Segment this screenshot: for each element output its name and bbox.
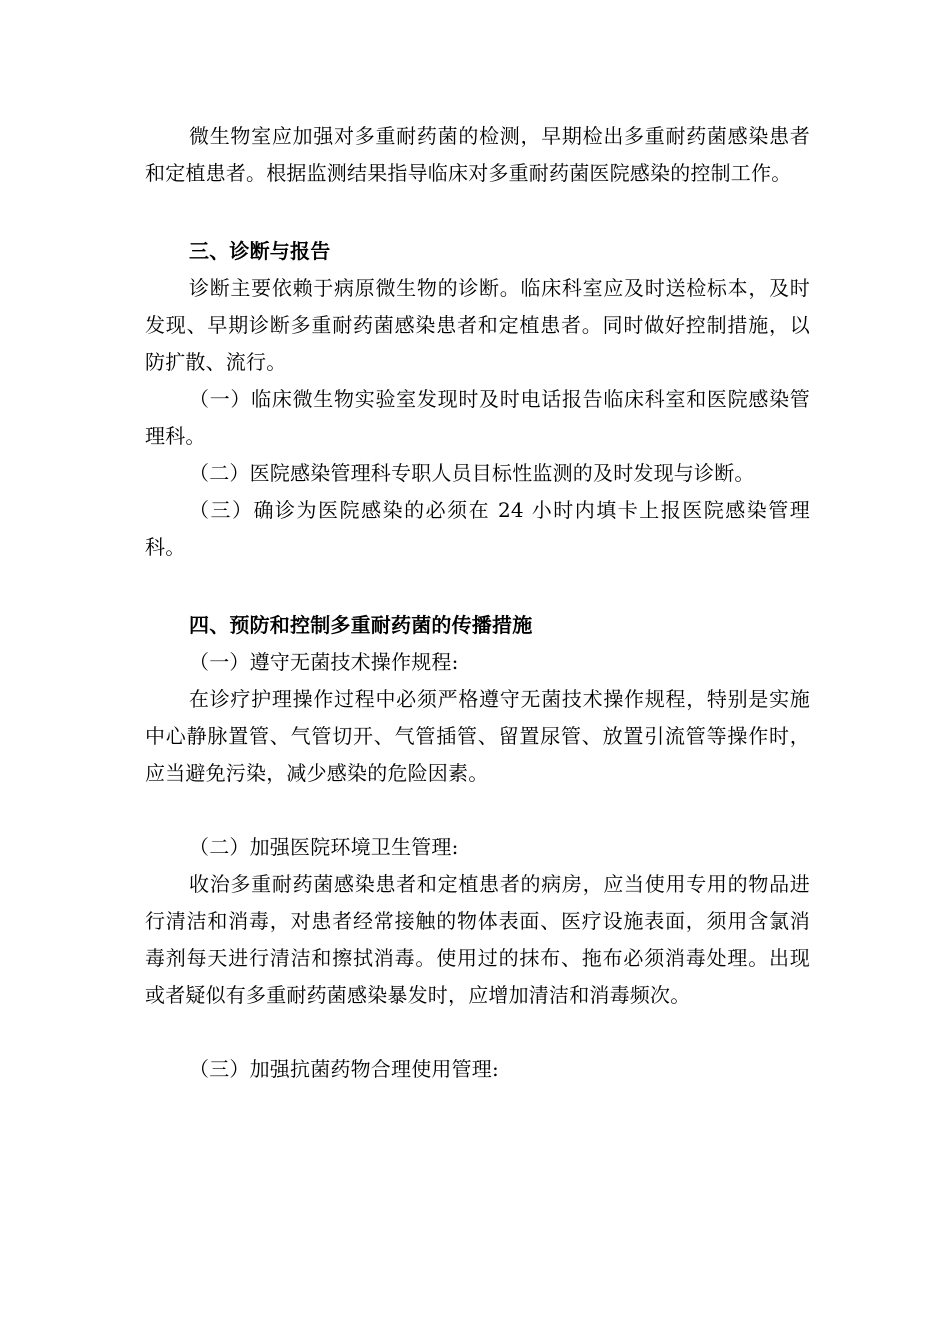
spacer bbox=[145, 192, 810, 233]
intro-paragraph: 微生物室应加强对多重耐药菌的检测，早期检出多重耐药菌感染患者和定植患者。根据监测结果指导临床对多重耐药菌医院感染的控制工作。 bbox=[145, 124, 810, 185]
document-body bbox=[145, 118, 810, 1088]
spacer bbox=[145, 792, 810, 829]
diagnosis-item-3: （三）确诊为医院感染的必须在 24 小时内填卡上报医院感染管理科。 bbox=[145, 498, 810, 559]
prevention-sub2-paragraph: 收治多重耐药菌感染患者和定植患者的病房，应当使用专用的物品进行清洁和消毒，对患者经常接触的物体表面、医疗设施表面，须用含氯消毒剂每天进行清洁和擦拭消毒。使用过的抹布、拖布必须消毒处理。出现或者疑似有多重耐药菌感染暴发时，应增加清洁和消毒频次。 bbox=[145, 872, 810, 1007]
diagnosis-item-1: （一）临床微生物实验室发现时及时电话报告临床科室和医院感染管理科。 bbox=[145, 387, 810, 448]
diagnosis-item-2: （二）医院感染管理科专职人员目标性监测的及时发现与诊断。 bbox=[189, 461, 755, 485]
spacer bbox=[145, 1014, 810, 1051]
prevention-sub1-paragraph: 在诊疗护理操作过程中必须严格遵守无菌技术操作规程，特别是实施中心静脉置管、气管切开、气管插管、留置尿管、放置引流管等操作时，应当避免污染，减少感染的危险因素。 bbox=[145, 687, 810, 785]
prevention-sub3-title: （三）加强抗菌药物合理使用管理: bbox=[189, 1057, 499, 1081]
diagnosis-paragraph: 诊断主要依赖于病原微生物的诊断。临床科室应及时送检标本，及时发现、早期诊断多重耐药菌感染患者和定植患者。同时做好控制措施，以防扩散、流行。 bbox=[145, 276, 810, 374]
prevention-sub2-title: （二）加强医院环境卫生管理: bbox=[189, 835, 459, 859]
spacer bbox=[145, 566, 810, 607]
prevention-sub1-title: （一）遵守无菌技术操作规程: bbox=[189, 650, 459, 674]
section-heading-diagnosis: 三、诊断与报告 bbox=[189, 239, 331, 263]
section-heading-prevention: 四、预防和控制多重耐药菌的传播措施 bbox=[189, 613, 533, 637]
